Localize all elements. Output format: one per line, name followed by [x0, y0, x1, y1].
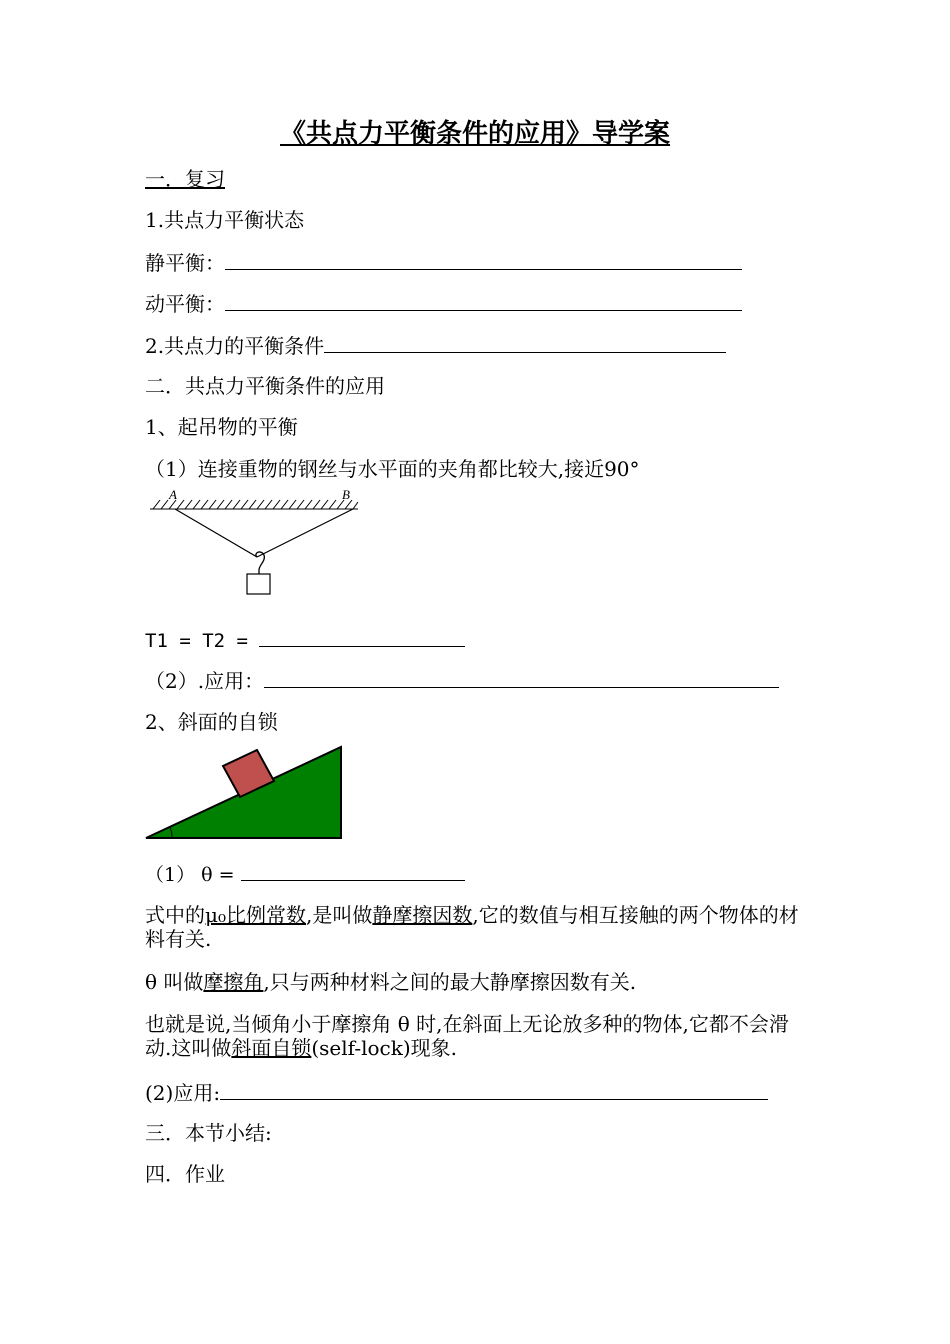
section-review-heading: 一．复习 — [145, 167, 225, 191]
theta-equation-row — [145, 860, 465, 888]
dynamic-equilibrium-row — [145, 290, 742, 317]
static-equilibrium-blank[interactable] — [225, 249, 742, 270]
incline-self-lock-heading: 2、斜面的自锁 — [145, 710, 278, 734]
friction-angle-paragraph: θ 叫做摩擦角,只与两种材料之间的最大静摩擦因数有关. — [145, 970, 637, 994]
wire-left — [175, 509, 257, 557]
static-equilibrium-row — [145, 249, 742, 276]
incline-diagram — [140, 742, 350, 844]
weight-block — [247, 574, 270, 594]
incline-application-blank[interactable] — [220, 1079, 768, 1100]
tension-equation-row — [145, 626, 465, 654]
tension-equation-label: T1 = T2 = — [145, 630, 248, 652]
equilibrium-condition-row — [145, 332, 726, 359]
dynamic-equilibrium-label: 动平衡： — [145, 292, 225, 316]
point-b-label: B — [342, 487, 350, 502]
lifting-application-label: （2）.应用： — [145, 669, 265, 693]
static-equilibrium-label: 静平衡： — [145, 251, 225, 275]
theta-blank[interactable] — [241, 860, 465, 881]
lifting-diagram — [145, 485, 365, 600]
tension-blank[interactable] — [259, 626, 465, 647]
equilibrium-condition-blank[interactable] — [324, 332, 726, 353]
self-lock-paragraph: 也就是说,当倾角小于摩擦角 θ 时,在斜面上无论放多种的物体,它都不会滑动.这叫做斜面自锁(self-lock)现象. — [145, 1012, 789, 1060]
incline-application-row — [145, 1079, 768, 1106]
page-title: 《共点力平衡条件的应用》导学案 — [279, 119, 670, 149]
section-homework-heading: 四．作业 — [145, 1162, 225, 1186]
lifting-application-row — [145, 667, 779, 694]
lifting-question-1: （1）连接重物的钢丝与水平面的夹角都比较大,接近90° — [145, 457, 640, 481]
lifting-application-blank[interactable] — [264, 667, 779, 688]
lifting-balance-heading: 1、起吊物的平衡 — [145, 415, 298, 439]
theta-equation-label: （1） θ = — [145, 864, 235, 886]
section-summary-heading: 三．本节小结: — [145, 1121, 272, 1145]
point-a-label: A — [169, 487, 177, 502]
dynamic-equilibrium-blank[interactable] — [225, 290, 742, 311]
wire-right — [257, 509, 353, 557]
incline-application-label: (2)应用: — [145, 1081, 221, 1105]
ceiling-hatch — [150, 500, 358, 509]
section-application-heading: 二．共点力平衡条件的应用 — [145, 374, 385, 398]
item-equilibrium-state: 1.共点力平衡状态 — [145, 208, 305, 232]
friction-coefficient-paragraph: 式中的μ₀比例常数,是叫做静摩擦因数,它的数值与相互接触的两个物体的材料有关. — [145, 903, 799, 951]
equilibrium-condition-label: 2.共点力的平衡条件 — [145, 334, 325, 358]
